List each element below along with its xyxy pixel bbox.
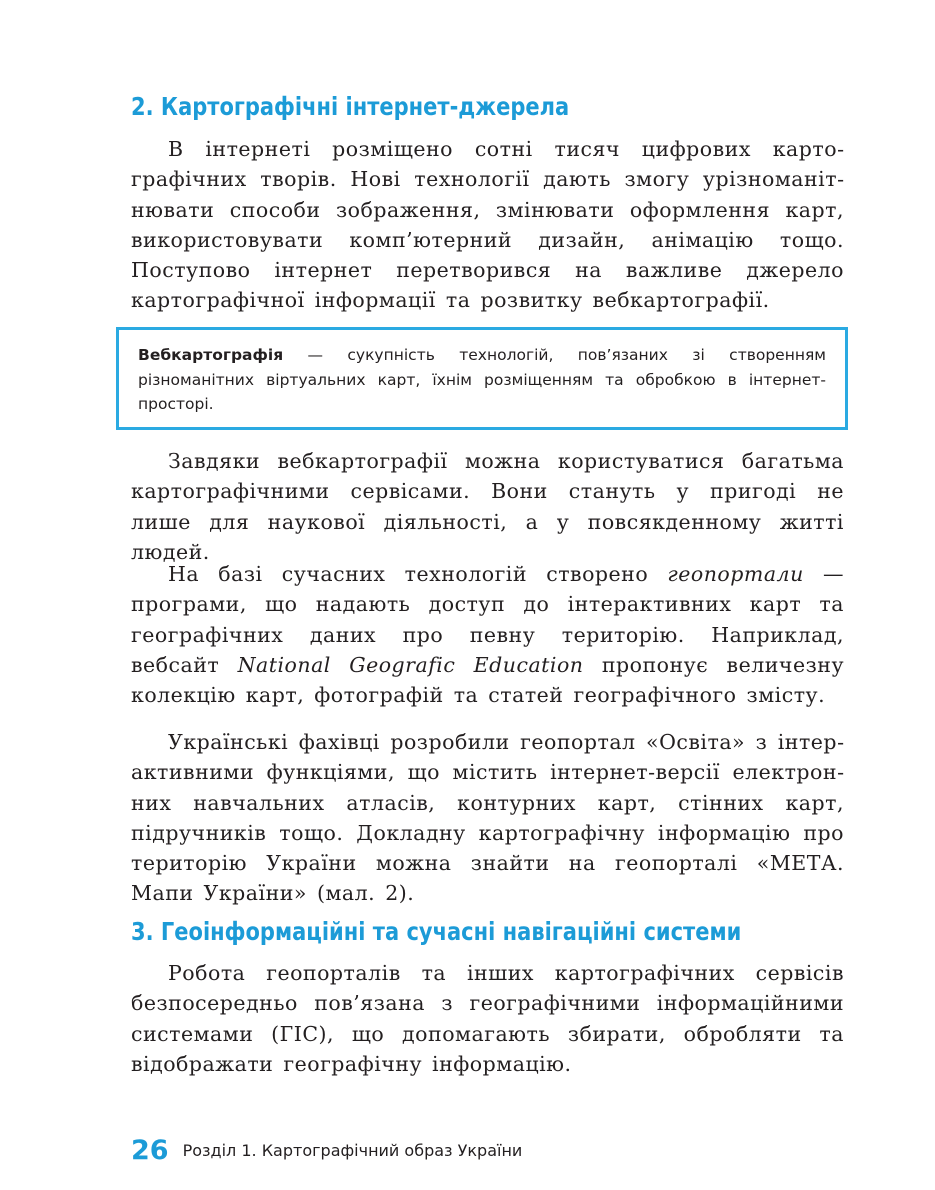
definition-box [116, 327, 848, 430]
paragraph-ukrainian-geoportals: Українські фахівці розробили геопортал «Освіта» з інтерактивними функціями, що містить інтернет-версії електронних навчальних атласів, контурних карт, стінних карт, підручників тощо. Докладну картографічну інформацію про територію України можна знайти на геопорталі «МЕТА. Мапи України» (мал. 2). [131, 730, 844, 906]
definition-term: Вебкартографія [138, 346, 284, 364]
chapter-title: Розділ 1. Картографічний образ України [182, 1141, 523, 1160]
section-heading-cartographic-internet-sources: 2. Картографічні інтернет-джерела [131, 92, 570, 121]
paragraph-gis: Робота геопорталів та інших картографічних сервісів безпосередньо пов’язана з географічними інформаційними системами (ГІС), що допомагають збирати, обробляти та відображати географічну інформацію. [131, 961, 844, 1076]
geoportals-text-3: пропонує величезну колекцію карт, фотографій та статей географічного змісту. [131, 652, 845, 708]
website-name: National Geografic Education [237, 652, 584, 677]
paragraph-web-cartography-services: Завдяки вебкартографії можна користуватися багатьма картографічними сервісами. Вони стануть у пригоді не лише для наукової діяльності, а у повсякденному житті людей. [131, 449, 844, 564]
geoportals-text-2: — програми, що надають доступ до інтерактивних карт та географічних даних про певну територію. Наприклад, вебсайт [131, 562, 844, 677]
geoportals-text-1: На базі сучасних технологій створено [168, 562, 668, 586]
paragraph-geoportals [131, 559, 844, 710]
paragraph-digital-cartographic-works: В інтернеті розміщено сотні тисяч цифрових картографічних творів. Нові технології дають змогу урізноманітнювати способи зображення, змінювати оформлення карт, використовувати комп’ютерний дизайн, анімацію тощо. Поступово інтернет перетворився на важливе джерело картографічної інформації та розвитку вебкартографії. [131, 137, 844, 313]
page-footer [131, 1135, 522, 1166]
definition-text [138, 343, 826, 417]
page-number: 26 [131, 1135, 169, 1166]
section-heading-geoinformation-systems: 3. Геоінформаційні та сучасні навігаційні системи [131, 917, 742, 946]
definition-body: — сукупність технологій, пов’язаних зі створенням різноманітних віртуальних карт, їхнім розміщенням та обробкою в інтернет-просторі. [138, 346, 826, 413]
geoportals-term: геопортали [667, 562, 804, 586]
